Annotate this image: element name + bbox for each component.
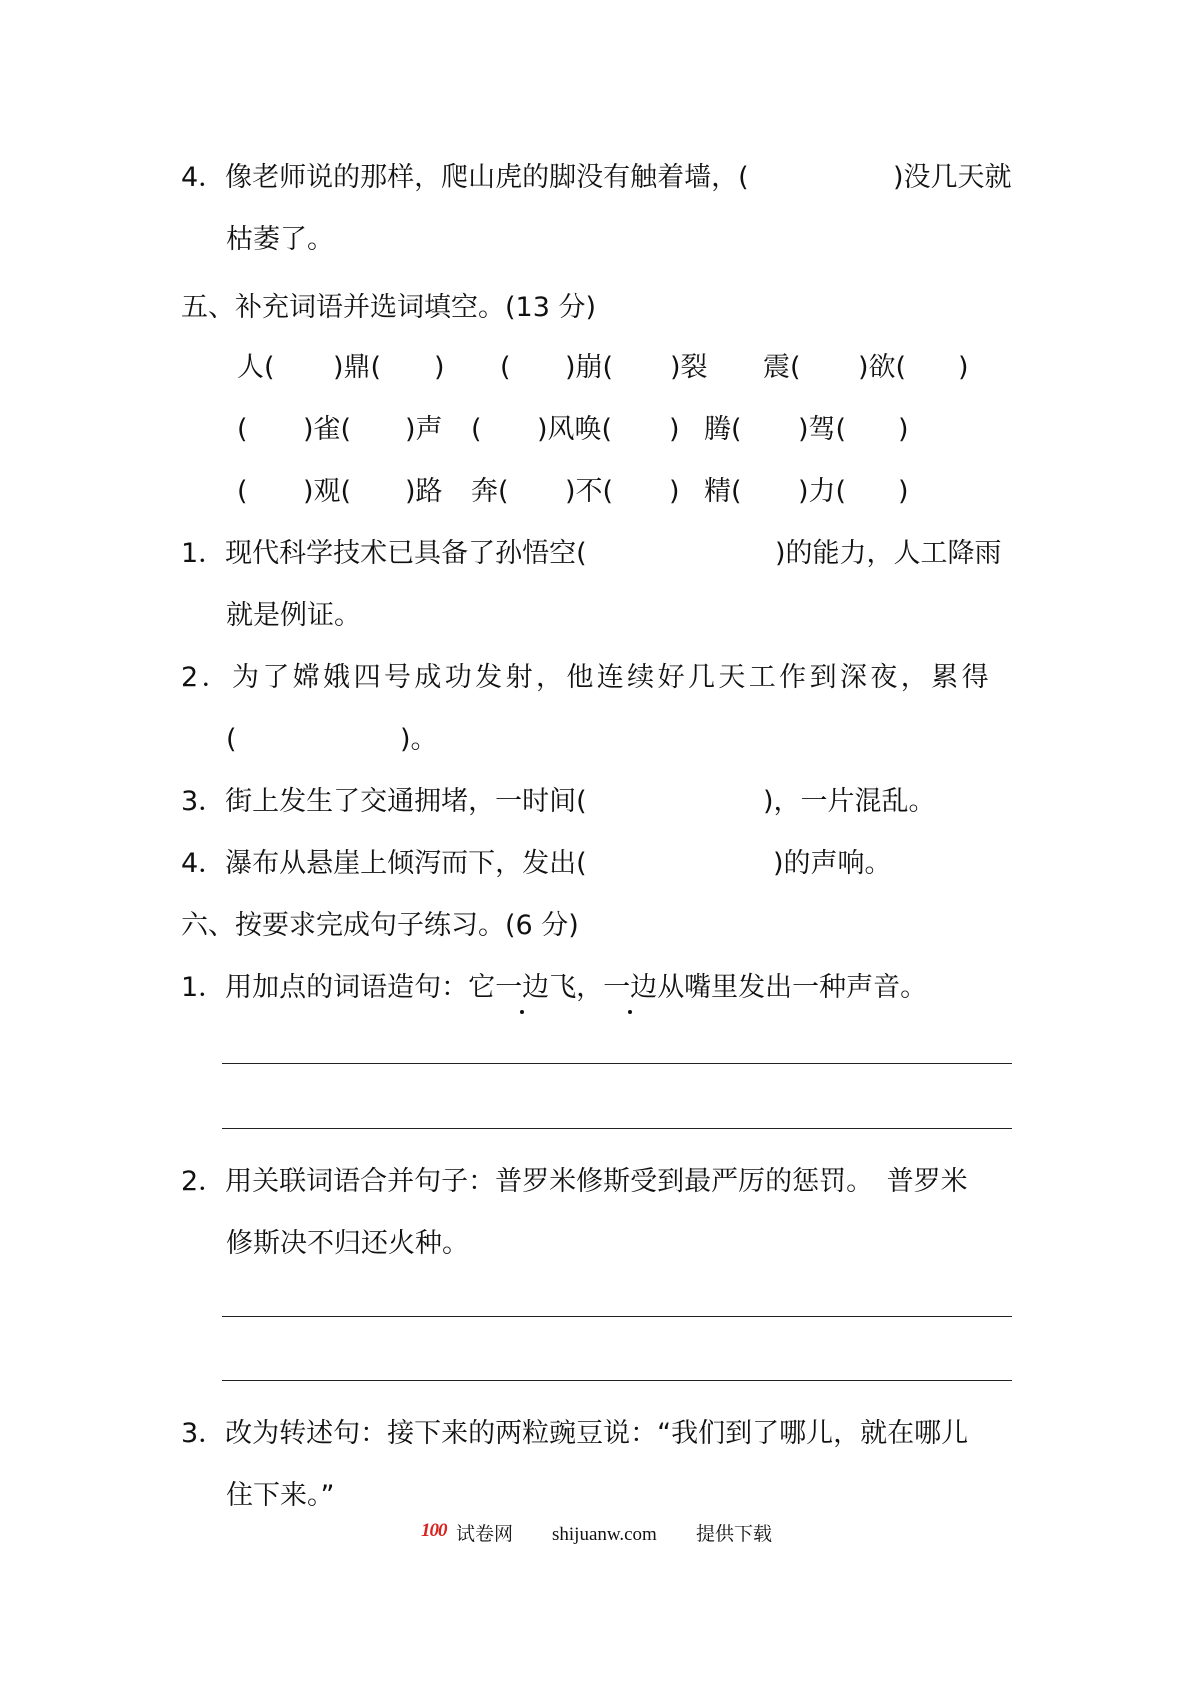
word-part: )	[669, 476, 680, 507]
section6-title: 六、按要求完成句子练习。(6 分)	[181, 910, 579, 941]
emphasized-word: 一边	[603, 970, 657, 1006]
word-part: 精(	[704, 476, 742, 507]
download-note: 提供下载	[696, 1524, 773, 1545]
word-part: )声	[405, 414, 443, 445]
word-part: )	[898, 476, 909, 507]
word-part: )	[898, 414, 909, 445]
q4-line1-b: )没几天就	[893, 162, 1012, 193]
s5-q2-c-open: (	[226, 724, 237, 755]
s6-q2-line2: 修斯决不归还火种。	[226, 1228, 469, 1259]
s5-q1-b: )的能力，人工降雨	[775, 538, 1002, 569]
s6-q1-mid: 飞，	[549, 972, 604, 1003]
word-part: )裂	[670, 352, 708, 383]
word-part: )雀(	[303, 414, 352, 445]
word-part: (	[237, 414, 248, 445]
s5-q1-a: 1．现代科学技术已具备了孙悟空(	[181, 538, 587, 569]
word-part: (	[471, 414, 482, 445]
word-part: )力(	[798, 476, 847, 507]
answer-line[interactable]	[222, 1316, 1012, 1317]
s6-q1	[181, 970, 927, 1006]
word-part: )欲(	[858, 352, 907, 383]
word-part: )	[434, 352, 445, 383]
s5-q4-a: 4．瀑布从悬崖上倾泻而下，发出(	[181, 848, 587, 879]
site-logo: 100	[421, 1520, 447, 1541]
s6-q3-line1: 3．改为转述句：接下来的两粒豌豆说：“我们到了哪儿，就在哪儿	[181, 1418, 969, 1449]
word-part: )崩(	[565, 352, 614, 383]
q4-line1-a: 4．像老师说的那样，爬山虎的脚没有触着墙，(	[181, 162, 749, 193]
s6-q3-line2: 住下来。”	[226, 1480, 335, 1511]
s5-q1-c: 就是例证。	[226, 600, 361, 631]
word-part: 震(	[763, 352, 801, 383]
site-name: 试卷网	[456, 1524, 514, 1545]
s5-q3-b: )，一片混乱。	[763, 786, 936, 817]
s6-q1-suffix: 从嘴里发出一种声音。	[657, 972, 928, 1003]
word-part: 奔(	[471, 476, 509, 507]
s5-q3-a: 3．街上发生了交通拥堵，一时间(	[181, 786, 587, 817]
site-url[interactable]: shijuanw.com	[552, 1524, 657, 1545]
word-part: )	[669, 414, 680, 445]
emphasized-word: 一边	[495, 970, 549, 1006]
word-part: (	[500, 352, 511, 383]
answer-line[interactable]	[222, 1128, 1012, 1129]
word-part: )	[958, 352, 969, 383]
word-part: )驾(	[798, 414, 847, 445]
word-part: )路	[405, 476, 443, 507]
answer-line[interactable]	[222, 1380, 1012, 1381]
word-part: )观(	[303, 476, 352, 507]
word-part: 腾(	[704, 414, 742, 445]
word-part: 人(	[237, 352, 275, 383]
word-part: )风唤(	[537, 414, 613, 445]
answer-line[interactable]	[222, 1063, 1012, 1064]
s6-q2-line1: 2．用关联词语合并句子：普罗米修斯受到最严厉的惩罚。 普罗米	[181, 1166, 968, 1197]
s5-q2-a: 2．为了嫦娥四号成功发射，他连续好几天工作到深夜，累得	[181, 662, 992, 693]
word-part: (	[237, 476, 248, 507]
q4-line2: 枯萎了。	[226, 224, 334, 255]
s5-q4-b: )的声响。	[773, 848, 892, 879]
section5-title: 五、补充词语并选词填空。(13 分)	[181, 292, 597, 323]
s5-q2-c-close: )。	[400, 724, 438, 755]
s6-q1-prefix: 1．用加点的词语造句：它	[181, 972, 496, 1003]
word-part: )鼎(	[333, 352, 382, 383]
word-part: )不(	[565, 476, 614, 507]
